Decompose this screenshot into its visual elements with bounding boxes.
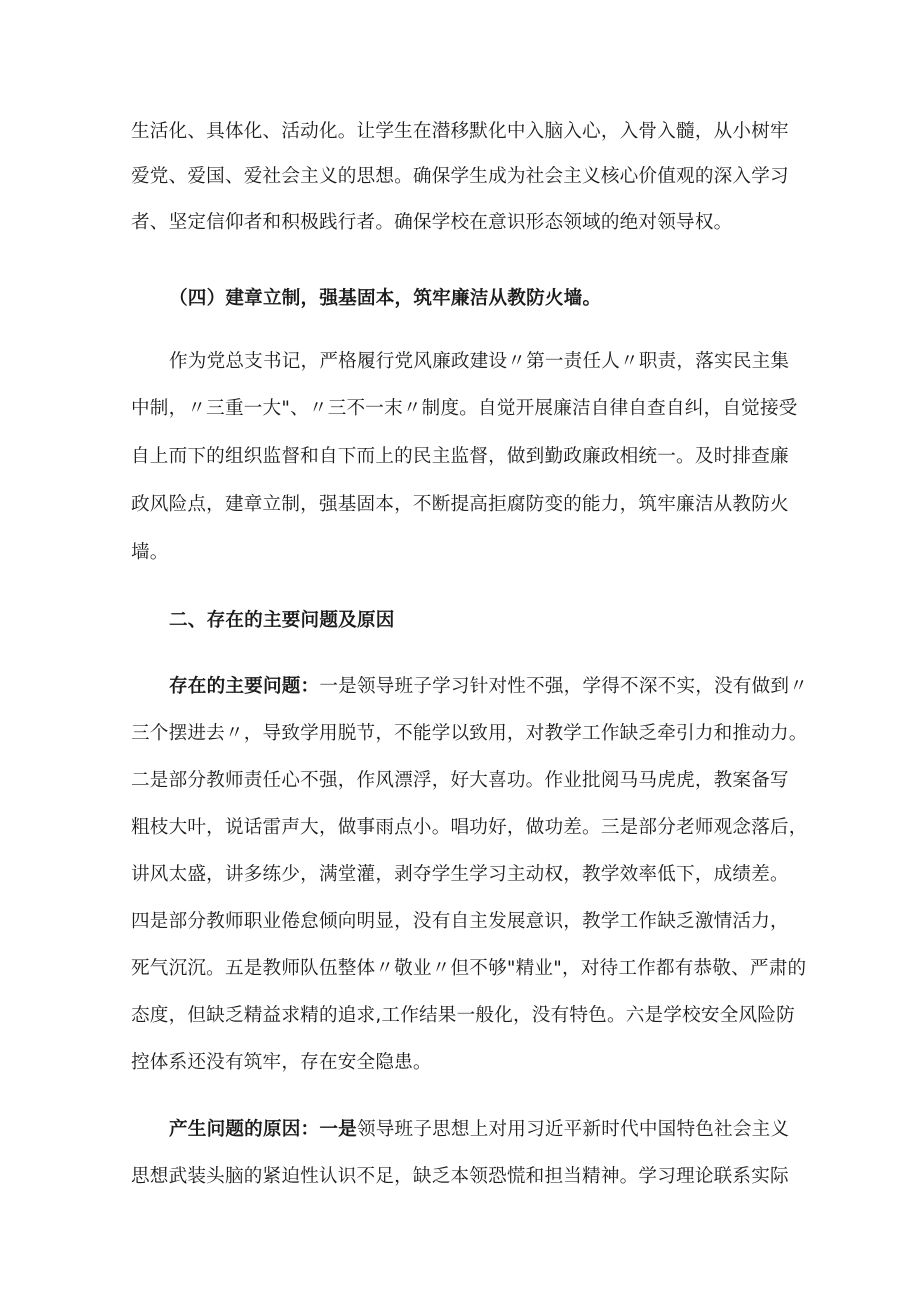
text-line: 死气沉沉。五是教师队伍整体〃敬业〃但不够"精业"，对待工作都有恭敬、严肃的: [131, 958, 807, 979]
text-line: 生活化、具体化、活动化。让学生在潜移默化中入脑入心，入骨入髓，从小树牢: [131, 121, 789, 142]
text-line: 墙。: [131, 542, 169, 563]
text-line: 中制，〃三重一大"、〃三不一末〃制度。自觉开展廉洁自律自查自纠，自觉接受: [131, 398, 798, 419]
paragraph-lead: 存在的主要问题：: [169, 676, 320, 697]
text-line: [169, 674, 849, 700]
text-line: 思想武装头脑的紧迫性认识不足，缺乏本领恐慌和担当精神。学习理论联系实际: [131, 1166, 789, 1187]
text-line: 控体系还没有筑牢，存在安全隐患。: [131, 1052, 432, 1073]
text-line: 二是部分教师责任心不强，作风漂浮，好大喜功。作业批阅马马虎虎，教案备写: [131, 770, 789, 791]
text-line: 作为党总支书记，严格履行党风廉政建设〃第一责任人〃职责，落实民主集: [169, 351, 790, 372]
text-line: 粗枝大叶，说话雷声大，做事雨点小。唱功好，做功差。三是部分老师观念落后，: [131, 817, 808, 838]
text-span: 领导班子思想上对用习近平新时代中国特色社会主义: [356, 1119, 790, 1140]
text-line: 四是部分教师职业倦怠倾向明显，没有自主发展意识，教学工作缺乏激情活力，: [131, 911, 789, 932]
section-heading: 二、存在的主要问题及原因: [169, 610, 395, 631]
text-line: 爱党、爱国、爱社会主义的思想。确保学生成为社会主义核心价值观的深入学习: [131, 166, 789, 187]
text-line: 者、坚定信仰者和积极践行者。确保学校在意识形态领域的绝对领导权。: [131, 212, 733, 233]
text-line: [169, 1117, 849, 1143]
text-line: 三个摆进去〃，导致学用脱节，不能学以致用，对教学工作缺乏牵引力和推动力。: [131, 723, 808, 744]
text-line: 讲风太盛，讲多练少，满堂灌，剥夺学生学习主动权，教学效率低下，成绩差。: [131, 864, 789, 885]
text-line: 自上而下的组织监督和自下而上的民主监督，做到勤政廉政相统一。及时排查廉: [131, 446, 789, 467]
paragraph-lead: 产生问题的原因：: [169, 1119, 320, 1140]
text-line: 政风险点，建章立制，强基固本，不断提高拒腐防变的能力，筑牢廉洁从教防火: [131, 494, 789, 515]
section-heading: （四）建章立制，强基固本，筑牢廉洁从教防火墙。: [169, 288, 602, 309]
text-span: 一是领导班子学习针对性不强，学得不深不实，没有做到〃: [319, 676, 808, 697]
paragraph-lead-number: 一是: [319, 1119, 357, 1140]
text-line: 态度，但缺乏精益求精的追求,工作结果一般化，没有特色。六是学校安全风险防: [131, 1005, 795, 1026]
